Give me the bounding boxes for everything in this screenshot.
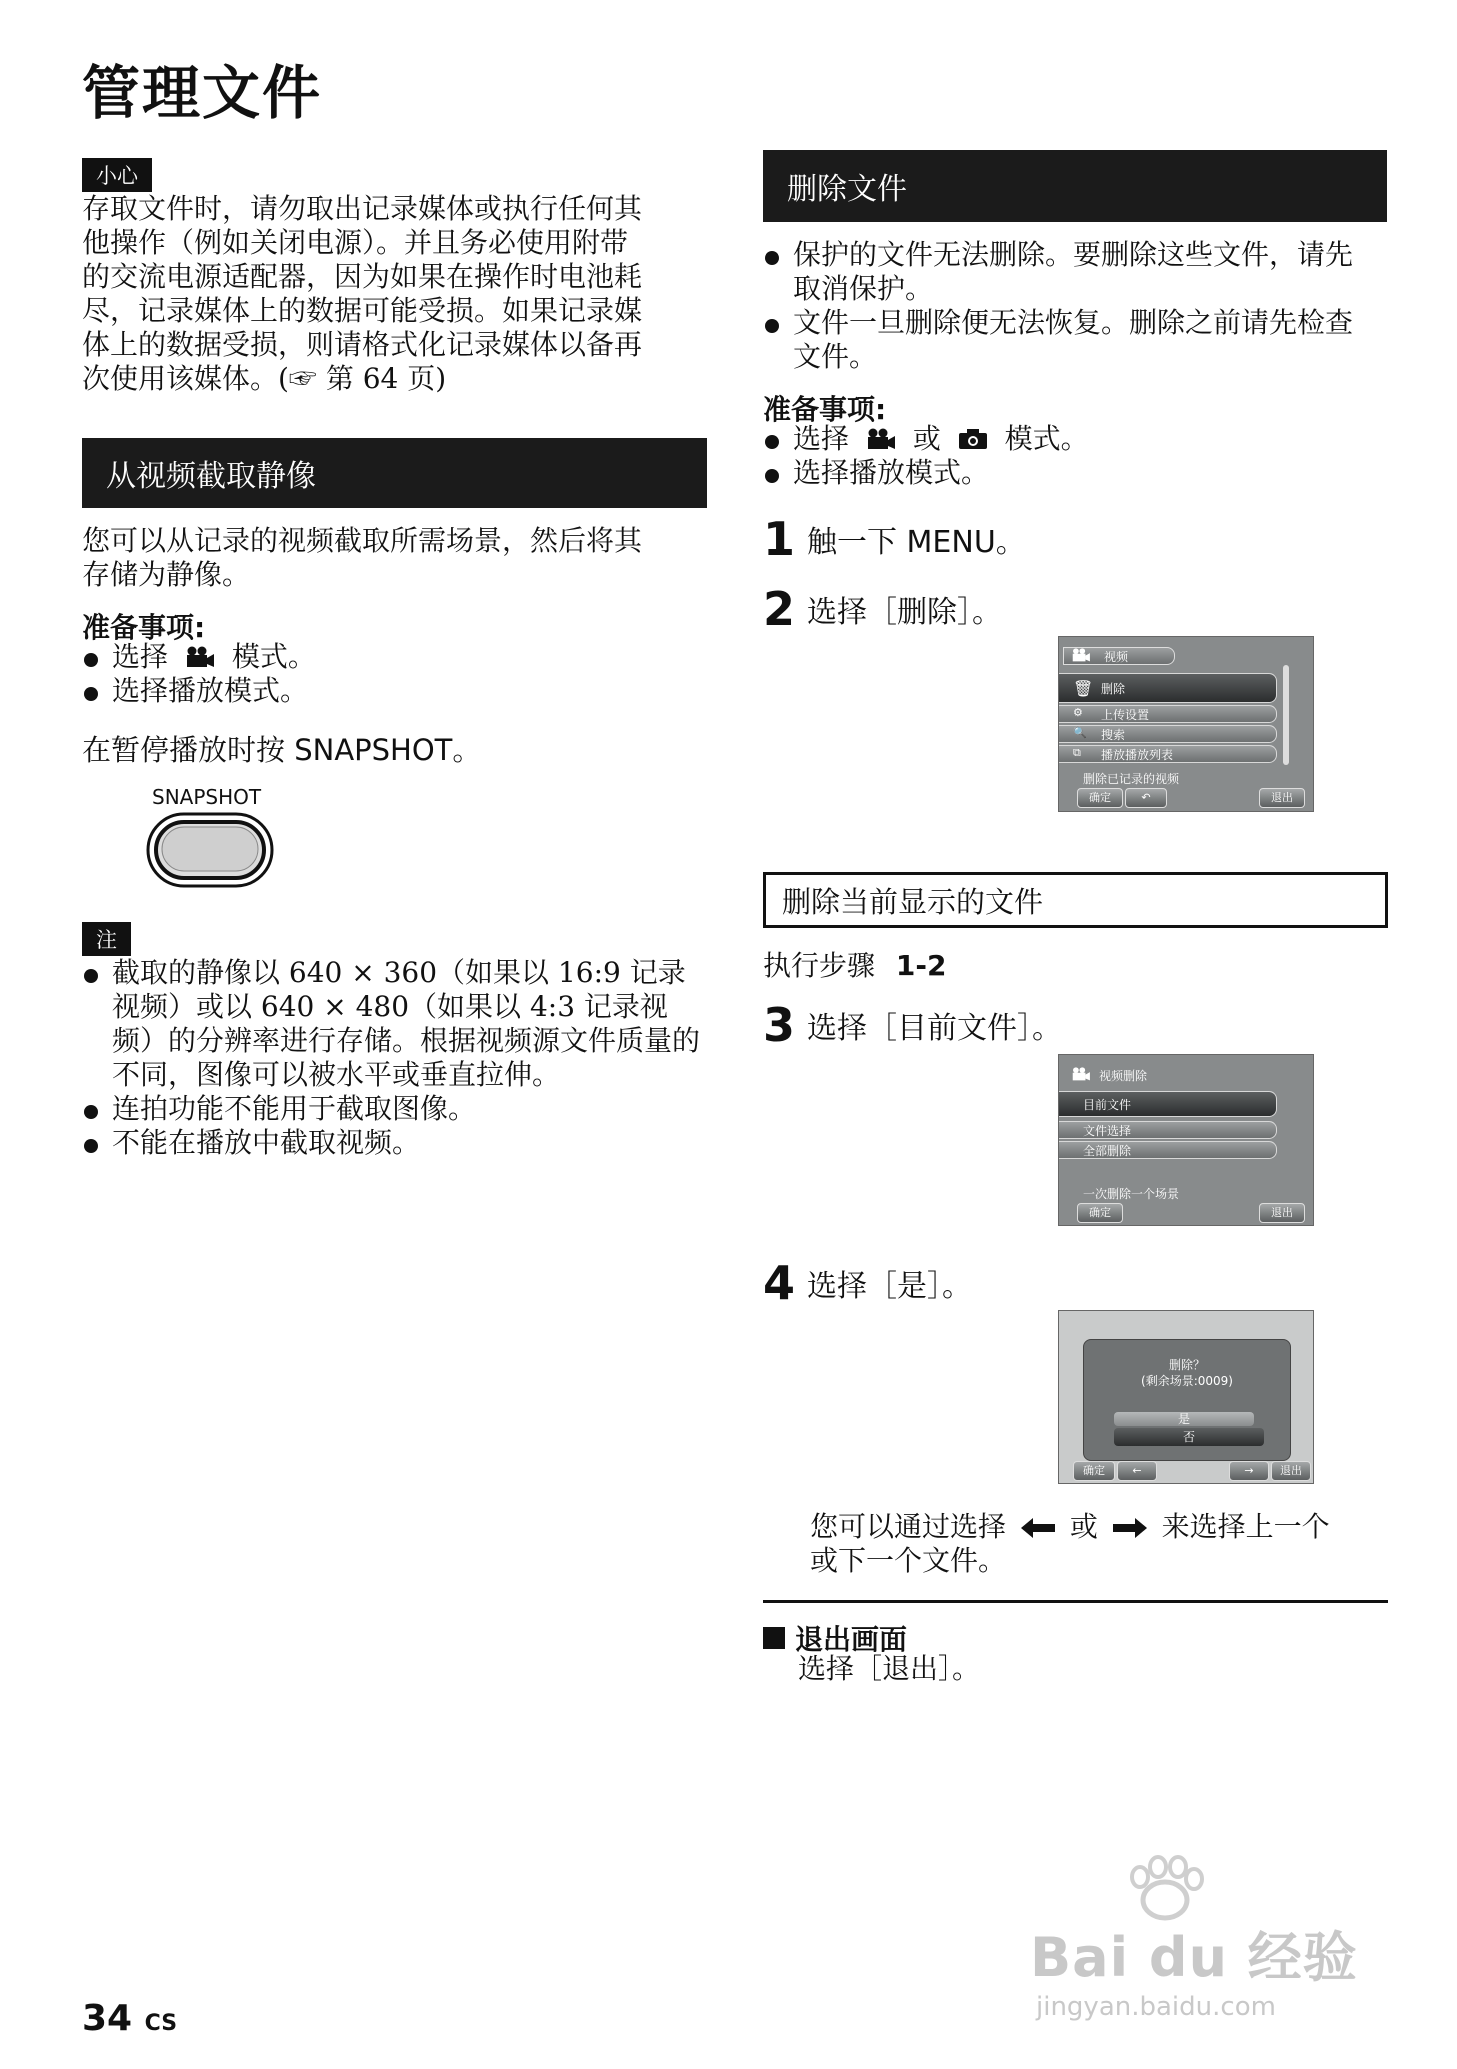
- page-lang: CS: [144, 2011, 178, 2036]
- caution-line: 存取文件时，请勿取出记录媒体或执行任何其: [82, 192, 643, 225]
- trash-icon: 🗑: [1073, 679, 1094, 698]
- exit-text: 选择［退出］。: [798, 1652, 981, 1685]
- prep-text: 模式。: [231, 640, 316, 673]
- exit-button[interactable]: 退出: [1271, 1461, 1311, 1481]
- ok-button[interactable]: 确定: [1077, 788, 1123, 808]
- prep-item: [763, 422, 1363, 456]
- exec-ref: 1-2: [895, 949, 947, 982]
- hint-text: 来选择上一个: [1161, 1510, 1330, 1543]
- hint-line-2: 或下一个文件。: [810, 1544, 1007, 1577]
- yes-button[interactable]: 是: [1114, 1412, 1254, 1426]
- menu-item-label: 上传设置: [1101, 708, 1150, 722]
- menu-item-upload[interactable]: [1059, 705, 1277, 723]
- video-camera-icon: [1071, 1067, 1091, 1081]
- note-item: 截取的静像以 640 × 360（如果以 16:9 记录视频）或以 640 × 480（如果以 4:3 记录视频）的分辨率进行存储。根据视频源文件质量的不同，图像可以被水平或垂直拉伸。: [82, 956, 702, 1092]
- menu-item-select-file[interactable]: [1059, 1121, 1277, 1139]
- screen-header-label: 视频: [1104, 650, 1129, 664]
- step-text: 选择［删除］。: [807, 595, 1002, 630]
- navigation-hint: [810, 1510, 1380, 1578]
- remaining-count: (剩余场景:0009): [1141, 1374, 1233, 1388]
- prep-item: 选择播放模式。: [82, 674, 682, 708]
- back-button[interactable]: [1125, 788, 1167, 808]
- paw-logo-icon: [1120, 1855, 1210, 1925]
- menu-item-search[interactable]: [1059, 725, 1277, 743]
- caution-line: 次使用该媒体。(☞ 第 64 页): [82, 362, 447, 395]
- step-number: 4: [763, 1256, 796, 1310]
- video-camera-icon: [185, 646, 215, 668]
- section-title: 删除当前显示的文件: [782, 884, 1044, 919]
- video-camera-icon: [866, 428, 896, 450]
- watermark-brand: Bai du 经验: [1030, 1926, 1358, 1989]
- prep-text: 模式。: [1004, 422, 1089, 455]
- note-block: [82, 922, 131, 956]
- step-text: 触一下 MENU。: [807, 525, 1026, 560]
- video-camera-icon: [1071, 648, 1091, 662]
- still-camera-icon: [958, 428, 988, 450]
- left-arrow-icon: [1021, 1517, 1055, 1539]
- exit-button[interactable]: 退出: [1259, 1203, 1305, 1223]
- step-number: 2: [763, 582, 796, 636]
- menu-item-label: 搜索: [1101, 728, 1126, 742]
- confirm-screen: [1058, 1310, 1314, 1484]
- screen-caption: 删除已记录的视频: [1083, 772, 1180, 786]
- prep-text: 选择: [112, 640, 169, 673]
- prep-heading: 准备事项:: [763, 393, 887, 426]
- delete-section-header: [763, 150, 1387, 222]
- caution-line: 体上的数据受损，则请格式化记录媒体以备再: [82, 328, 643, 361]
- menu-item-label: 播放播放列表: [1101, 748, 1174, 762]
- page-number-value: 34: [82, 1998, 133, 2039]
- hint-text: 或: [1069, 1510, 1098, 1543]
- delete-bullet: 文件一旦删除便无法恢复。删除之前请先检查文件。: [763, 306, 1373, 374]
- left-arrow-icon: ←: [1132, 1464, 1142, 1477]
- caution-line: 的交流电源适配器，因为如果在操作时电池耗: [82, 260, 643, 293]
- ok-button[interactable]: 确定: [1073, 1461, 1115, 1481]
- confirm-question: 删除？: [1168, 1358, 1205, 1372]
- note-list: [82, 956, 702, 1160]
- square-bullet-icon: [763, 1627, 785, 1649]
- hint-text: 您可以通过选择: [810, 1510, 1007, 1543]
- step-4: [763, 1256, 972, 1310]
- step-1: [763, 512, 1026, 566]
- back-arrow-icon: ↶: [1141, 791, 1151, 804]
- step-number: 1: [763, 512, 796, 566]
- snapshot-button-icon: [146, 812, 274, 888]
- note-item: 连拍功能不能用于截取图像。: [82, 1092, 702, 1126]
- no-button[interactable]: 否: [1114, 1428, 1264, 1446]
- step-number: 3: [763, 998, 796, 1052]
- menu-item-label: 目前文件: [1083, 1098, 1132, 1112]
- baidu-watermark: [1030, 1915, 1358, 2022]
- step-3: [763, 998, 1062, 1052]
- delete-bullet: 保护的文件无法删除。要删除这些文件，请先取消保护。: [763, 238, 1373, 306]
- prep-list: [82, 640, 682, 708]
- right-arrow-icon: [1113, 1517, 1147, 1539]
- prev-button[interactable]: [1117, 1461, 1157, 1481]
- screen-header-label: 视频删除: [1099, 1069, 1148, 1083]
- menu-item-label: 全部删除: [1083, 1144, 1132, 1158]
- prep-item: 选择播放模式。: [763, 456, 1363, 490]
- hint-line-1: [810, 1510, 1380, 1544]
- exec-label: 执行步骤: [763, 949, 876, 982]
- caution-text: [82, 192, 702, 396]
- snapshot-button-label: SNAPSHOT: [152, 785, 262, 809]
- delete-current-header: [763, 872, 1388, 928]
- divider: [763, 1600, 1388, 1603]
- section-title: 从视频截取静像: [106, 459, 316, 494]
- page-title: 管理文件: [82, 59, 323, 127]
- prep-text: 选择: [793, 422, 850, 455]
- delete-bullets: [763, 238, 1373, 374]
- note-item: 不能在播放中截取视频。: [82, 1126, 702, 1160]
- intro-line: 存储为静像。: [82, 558, 251, 591]
- exit-heading-text: 退出画面: [795, 1623, 908, 1656]
- menu-item-label: 文件选择: [1083, 1124, 1132, 1138]
- caution-line: 他操作（例如关闭电源）。并且务必使用附带: [82, 226, 629, 259]
- exit-button[interactable]: 退出: [1259, 788, 1305, 808]
- exec-steps: [763, 944, 947, 984]
- section-title: 删除文件: [787, 172, 907, 207]
- caution-tag: 小心: [82, 158, 152, 192]
- delete-menu-screen: [1058, 1054, 1314, 1226]
- snapshot-intro: [82, 524, 702, 592]
- prep-text: 或: [912, 422, 941, 455]
- prep-heading: 准备事项:: [82, 611, 206, 644]
- upload-icon: ⚙: [1073, 706, 1083, 719]
- right-arrow-icon: →: [1244, 1464, 1254, 1477]
- search-icon: 🔍: [1073, 726, 1087, 739]
- snapshot-instruction: 在暂停播放时按 SNAPSHOT。: [82, 733, 482, 767]
- watermark-url: jingyan.baidu.com: [1036, 1992, 1276, 2022]
- step-text: 选择［目前文件］。: [807, 1011, 1062, 1046]
- step-2: [763, 582, 1002, 636]
- playlist-icon: ⧉: [1073, 746, 1081, 759]
- caution-line: 尽，记录媒体上的数据可能受损。如果记录媒: [82, 294, 643, 327]
- page-number: [82, 1998, 177, 2039]
- next-button[interactable]: [1229, 1461, 1269, 1481]
- menu-item-delete-all[interactable]: [1059, 1141, 1277, 1159]
- prep-item: [82, 640, 682, 674]
- menu-screen: [1058, 636, 1314, 812]
- menu-item-playlist[interactable]: [1059, 745, 1277, 763]
- menu-item-current-file[interactable]: [1059, 1091, 1277, 1117]
- scrollbar[interactable]: [1283, 665, 1289, 765]
- note-tag: 注: [82, 922, 131, 956]
- prep-list: [763, 422, 1363, 490]
- caution-block: [82, 158, 152, 192]
- menu-item-label: 删除: [1101, 682, 1126, 696]
- step-text: 选择［是］。: [807, 1269, 972, 1304]
- ok-button[interactable]: 确定: [1077, 1203, 1123, 1223]
- snapshot-section-header: [82, 438, 707, 508]
- intro-line: 您可以从记录的视频截取所需场景，然后将其: [82, 524, 643, 557]
- screen-caption: 一次删除一个场景: [1083, 1187, 1180, 1201]
- confirm-dialog: [1083, 1339, 1291, 1461]
